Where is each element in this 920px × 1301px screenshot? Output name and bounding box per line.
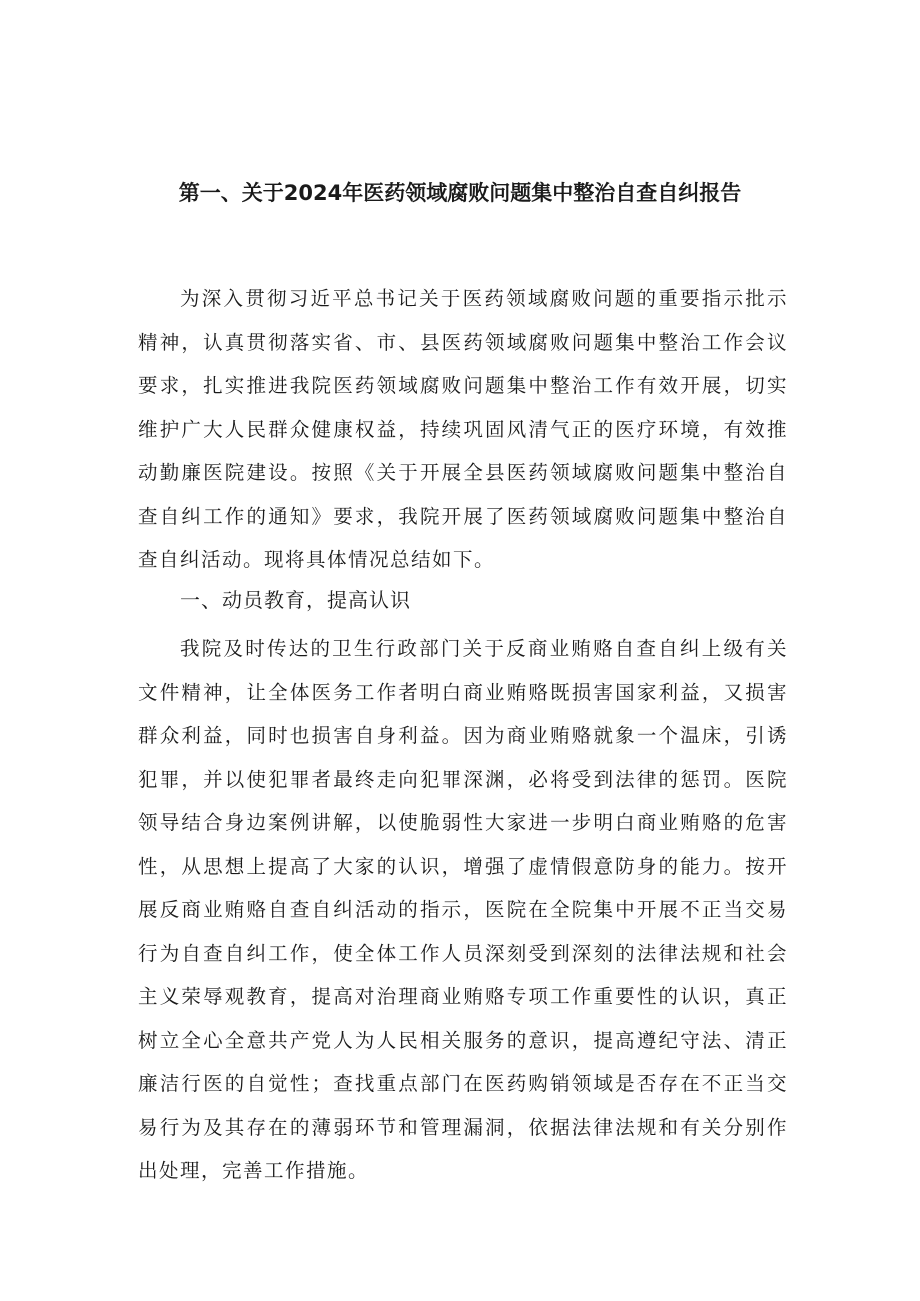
- intro-paragraph: 为深入贯彻习近平总书记关于医药领域腐败问题的重要指示批示精神，认真贯彻落实省、市、县医药领域腐败问题集中整治工作会议要求，扎实推进我院医药领域腐败问题集中整治工作有效开展，切实维护广大人民群众健康权益，持续巩固风清气正的医疗环境，有效推动勤廉医院建设。按照《关于开展全县医药领域腐败问题集中整治自查自纠工作的通知》要求，我院开展了医药领域腐败问题集中整治自查自纠活动。现将具体情况总结如下。: [138, 287, 788, 571]
- section-heading-1: 一、动员教育，提高认识: [180, 588, 411, 612]
- document-title: 第一、关于2024年医药领域腐败问题集中整治自查自纠报告: [178, 181, 742, 205]
- section-1-paragraph: 我院及时传达的卫生行政部门关于反商业贿赂自查自纠上级有关文件精神，让全体医务工作者明白商业贿赂既损害国家利益，又损害群众利益，同时也损害自身利益。因为商业贿赂就象一个温床，引诱犯罪，并以使犯罪者最终走向犯罪深渊，必将受到法律的惩罚。医院领导结合身边案例讲解，以使脆弱性大家进一步明白商业贿赂的危害性，从思想上提高了大家的认识，增强了虚情假意防身的能力。按开展反商业贿赂自查自纠活动的指示，医院在全院集中开展不正当交易行为自查自纠工作，使全体工作人员深刻受到深刻的法律法规和社会主义荣辱观教育，提高对治理商业贿赂专项工作重要性的认识，真正树立全心全意共产党人为人民相关服务的意识，提高遵纪守法、清正廉洁行医的自觉性；查找重点部门在医药购销领域是否存在不正当交易行为及其存在的薄弱环节和管理漏洞，依据法律法规和有关分别作出处理，完善工作措施。: [138, 637, 788, 1182]
